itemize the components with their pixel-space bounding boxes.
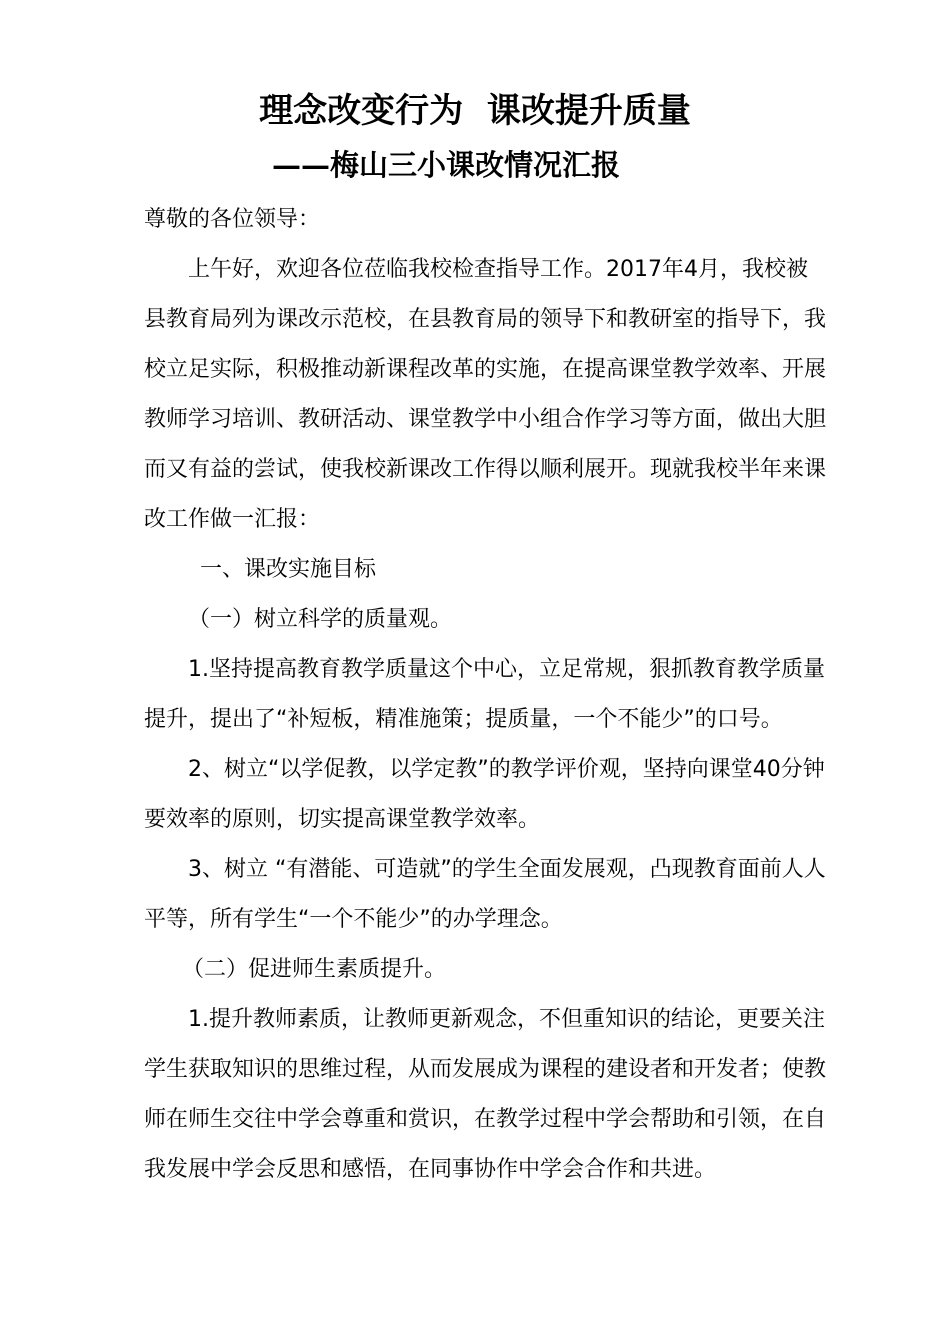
subsection-heading-teachers-students: （二）促进师生素质提升。	[182, 957, 447, 982]
subsection-heading-quality: （一）树立科学的质量观。	[188, 607, 453, 632]
document-title: 理念改变行为 课改提升质量	[259, 91, 691, 131]
paragraph-item-1-3: 3、树立 “有潜能、可造就”的学生全面发展观，凸现教育面前人人平等，所有学生“一个不能少”的办学理念。	[144, 857, 826, 932]
document-subtitle: ——梅山三小课改情况汇报	[272, 148, 621, 182]
paragraph-item-1-1: 1.坚持提高教育教学质量这个中心，立足常规，狠抓教育教学质量提升，提出了“补短板，精准施策；提质量，一个不能少”的口号。	[144, 657, 825, 732]
paragraph-item-2-1: 1.提升教师素质，让教师更新观念，不但重知识的结论，更要关注学生获取知识的思维过程，从而发展成为课程的建设者和开发者；使教师在师生交往中学会尊重和赏识，在教学过程中学会帮助和引领，在自我发展中学会反思和感悟，在同事协作中学会合作和共进。	[144, 1007, 827, 1182]
greeting: 尊敬的各位领导：	[144, 207, 321, 232]
section-heading-goals: 一、课改实施目标	[200, 557, 377, 582]
paragraph-item-1-2: 2、树立“以学促教，以学定教”的教学评价观，坚持向课堂40分钟要效率的原则，切实提高课堂教学效率。	[144, 757, 825, 832]
document-body	[144, 195, 828, 1195]
intro-paragraph: 上午好，欢迎各位莅临我校检查指导工作。2017年4月，我校被县教育局列为课改示范校，在县教育局的领导下和教研室的指导下，我校立足实际，积极推动新课程改革的实施，在提高课堂教学效率、开展教师学习培训、教研活动、课堂教学中小组合作学习等方面，做出大胆而又有益的尝试，使我校新课改工作得以顺利展开。现就我校半年来课改工作做一汇报：	[144, 257, 827, 532]
